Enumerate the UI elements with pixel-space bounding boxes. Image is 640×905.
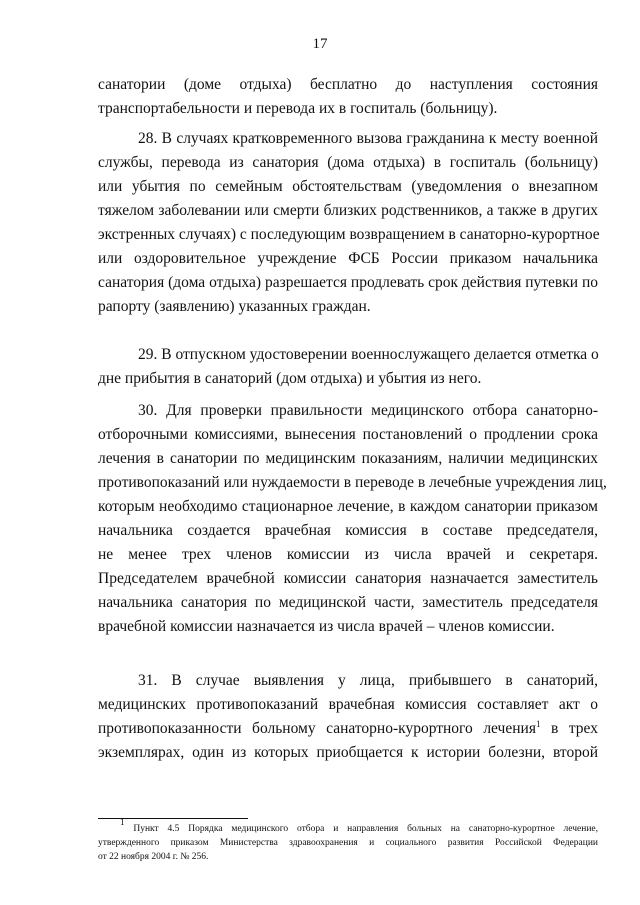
text-line: или оздоровительное учреждение ФСБ России приказом начальника <box>98 250 598 267</box>
text-line <box>98 717 598 741</box>
text-line: экстренных случаях) с последующим возвращением в санаторно-курортное <box>98 226 600 243</box>
text-line: 29. В отпускном удостоверении военнослужащего делается отметка о <box>138 346 599 363</box>
footnote-reference[interactable]: 1 <box>535 719 541 729</box>
text-line: санатории (доме отдыха) бесплатно до наступления состояния <box>98 76 598 93</box>
footnote-marker: 1 <box>120 817 125 827</box>
text-line: отборочными комиссиями, вынесения постановлений о продлении срока <box>98 426 598 443</box>
footnote-line <box>98 817 598 836</box>
text-line: начальника создается врачебная комиссия в составе председателя, <box>98 522 598 539</box>
text-line: 31. В случае выявления у лица, прибывшего в санаторий, <box>138 672 598 689</box>
text-fragment: противопоказанности больному санаторно-курортного лечения <box>98 720 536 737</box>
text-fragment: в трех <box>540 720 598 737</box>
text-line: которым необходимо стационарное лечение, в каждом санатории приказом <box>98 498 598 515</box>
text-line: лечения в санатории по медицинским показаниям, наличии медицинских <box>98 450 598 467</box>
text-line: 30. Для проверки правильности медицинского отбора санаторно- <box>138 402 598 419</box>
text-line: транспортабельности и перевода их в госпиталь (больницу). <box>98 100 498 117</box>
text-line: 28. В случаях кратковременного вызова гражданина к месту военной <box>138 130 598 147</box>
text-line: экземплярах, один из которых приобщается к истории болезни, второй <box>98 744 598 761</box>
text-line: службы, перевода из санатория (дома отдыха) в госпиталь (больницу) <box>98 154 598 171</box>
paragraph-28 <box>98 127 598 319</box>
paragraph-30 <box>98 399 607 639</box>
text-line: или убытия по семейным обстоятельствам (уведомления о внезапном <box>98 178 598 195</box>
text-line: санатория (дома отдыха) разрешается продлевать срок действия путевки по <box>98 274 598 291</box>
paragraph-29 <box>98 343 598 391</box>
footnote-line: утвержденного приказом Министерства здравоохранения и социального развития Российской Федерации <box>98 838 598 848</box>
text-line: тяжелом заболевании или смерти близких родственников, а также в других <box>98 202 598 219</box>
text-line: рапорту (заявлению) указанных граждан. <box>98 298 371 315</box>
footnote-line: от 22 ноября 2004 г. № 256. <box>98 852 209 862</box>
footnote <box>98 817 598 864</box>
text-fragment: Пункт 4.5 Порядка медицинского отбора и направления больных на санаторно-курортное лечение, <box>124 824 598 834</box>
text-line: Председателем врачебной комиссии санатория назначается заместитель <box>98 570 598 587</box>
text-line: начальника санатория по медицинской части, заместитель председателя <box>98 594 598 611</box>
text-line: не менее трех членов комиссии из числа врачей и секретаря. <box>98 546 598 563</box>
text-line: врачебной комиссии назначается из числа врачей – членов комиссии. <box>98 618 555 635</box>
text-line: дне прибытия в санаторий (дом отдыха) и убытия из него. <box>98 370 482 387</box>
text-line: противопоказаний или нуждаемости в переводе в лечебные учреждения лиц, <box>98 474 607 491</box>
text-line: медицинских противопоказаний врачебная комиссия составляет акт о <box>98 696 598 713</box>
paragraph-continuation <box>98 73 598 121</box>
page-number: 17 <box>312 36 328 52</box>
paragraph-31 <box>98 669 598 765</box>
